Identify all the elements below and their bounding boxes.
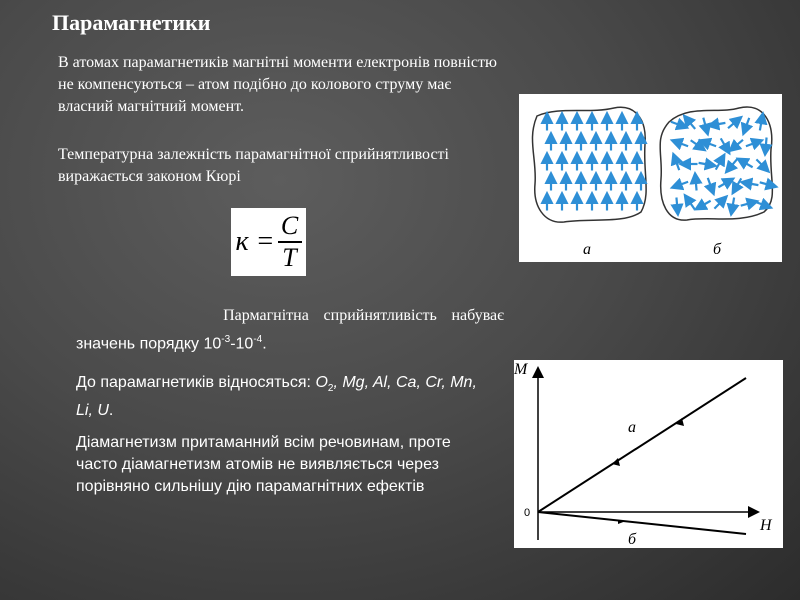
domains-figure <box>519 94 782 262</box>
formula-lhs: к = <box>235 226 275 257</box>
domains-svg <box>519 94 782 262</box>
origin-label: 0 <box>524 507 531 519</box>
line-b-label: б <box>628 531 637 548</box>
random-arrows <box>671 118 772 211</box>
y-axis-label: M <box>514 361 528 378</box>
moment-arrow <box>735 178 742 189</box>
moment-arrow <box>708 178 712 190</box>
moment-arrow <box>760 182 773 185</box>
paragraph-paramagnetic-atoms: В атомах парамагнетиків магнітні моменти електронів повністю не компенсуються – атом подібно до колового струму має власний магнітний момент. <box>58 54 497 115</box>
moment-arrow <box>691 140 702 147</box>
susc-prefix: значень порядку 10 <box>76 335 222 353</box>
formula-denominator: T <box>282 243 297 272</box>
paragraph-diamagnetism: Діамагнетизм притаманний всім речовинам, проте часто діамагнетизм атомів не виявляється через порівняно сильнішу дію парамагнітних ефектів <box>76 434 451 495</box>
domain-label-b: б <box>713 241 722 258</box>
formula-fraction <box>278 212 302 272</box>
susc-mid: -10 <box>230 335 254 353</box>
moment-arrow <box>687 199 694 210</box>
moment-arrow <box>765 138 766 151</box>
moment-arrow <box>671 122 683 126</box>
moment-arrow <box>733 140 743 148</box>
list-end: . <box>108 402 114 420</box>
moment-arrow <box>687 119 695 129</box>
moment-arrow <box>760 118 762 131</box>
moment-arrow <box>714 199 723 208</box>
formula-numerator: C <box>280 211 299 240</box>
moment-arrow <box>676 198 677 211</box>
moment-arrow <box>741 202 754 205</box>
moment-arrow <box>729 159 737 169</box>
moment-arrow <box>676 142 688 146</box>
slide-title: Парамагнетики <box>52 10 211 35</box>
moment-arrow <box>755 202 767 206</box>
moment-arrow <box>746 142 758 146</box>
line-a-label: a <box>628 419 636 436</box>
moment-arrow <box>721 138 728 149</box>
moment-arrow <box>756 159 765 168</box>
moment-arrow <box>728 120 738 128</box>
curie-formula <box>231 208 306 276</box>
moment-arrow <box>675 158 679 170</box>
moment-arrow <box>695 178 696 191</box>
magnetization-graph <box>514 360 783 548</box>
susc-exp2: -4 <box>253 334 263 345</box>
moment-arrow <box>746 183 759 185</box>
paragraph-curie-law: Температурна залежність парамагнітної сприйнятливості виражається законом Кюрі <box>58 146 449 185</box>
moment-arrow <box>676 182 688 186</box>
moment-arrow <box>718 181 729 188</box>
moment-arrow <box>745 118 749 130</box>
moment-arrow <box>699 201 710 208</box>
susceptibility-line2 <box>76 328 504 356</box>
moment-arrow <box>716 158 723 169</box>
moment-arrow <box>704 142 716 146</box>
domain-label-a: а <box>583 241 591 258</box>
line-b <box>538 512 746 534</box>
line-a <box>538 378 746 512</box>
moment-arrow <box>732 198 734 211</box>
list-elements: , Mg, Al, Ca, Cr, Mn, Li, U <box>76 374 477 420</box>
x-axis-label: H <box>760 517 772 534</box>
susc-suffix: . <box>262 335 267 353</box>
list-oxygen: O <box>315 374 328 391</box>
list-oxygen-sub: 2 <box>327 383 334 395</box>
graph-svg <box>514 360 783 548</box>
moment-arrow <box>713 123 726 125</box>
moment-arrow <box>703 118 706 131</box>
moment-arrow <box>699 163 712 165</box>
aligned-arrows <box>547 118 641 211</box>
domain-a-outline <box>532 107 646 222</box>
list-intro: До парамагнетиків відносяться: <box>76 374 316 391</box>
paramagnetics-list <box>76 372 496 422</box>
moment-arrow <box>741 161 752 168</box>
susceptibility-line1-text: Пармагнітна сприйнятливість набуває <box>223 307 504 324</box>
susceptibility-line1 <box>76 304 504 328</box>
susc-exp1: -3 <box>221 334 231 345</box>
